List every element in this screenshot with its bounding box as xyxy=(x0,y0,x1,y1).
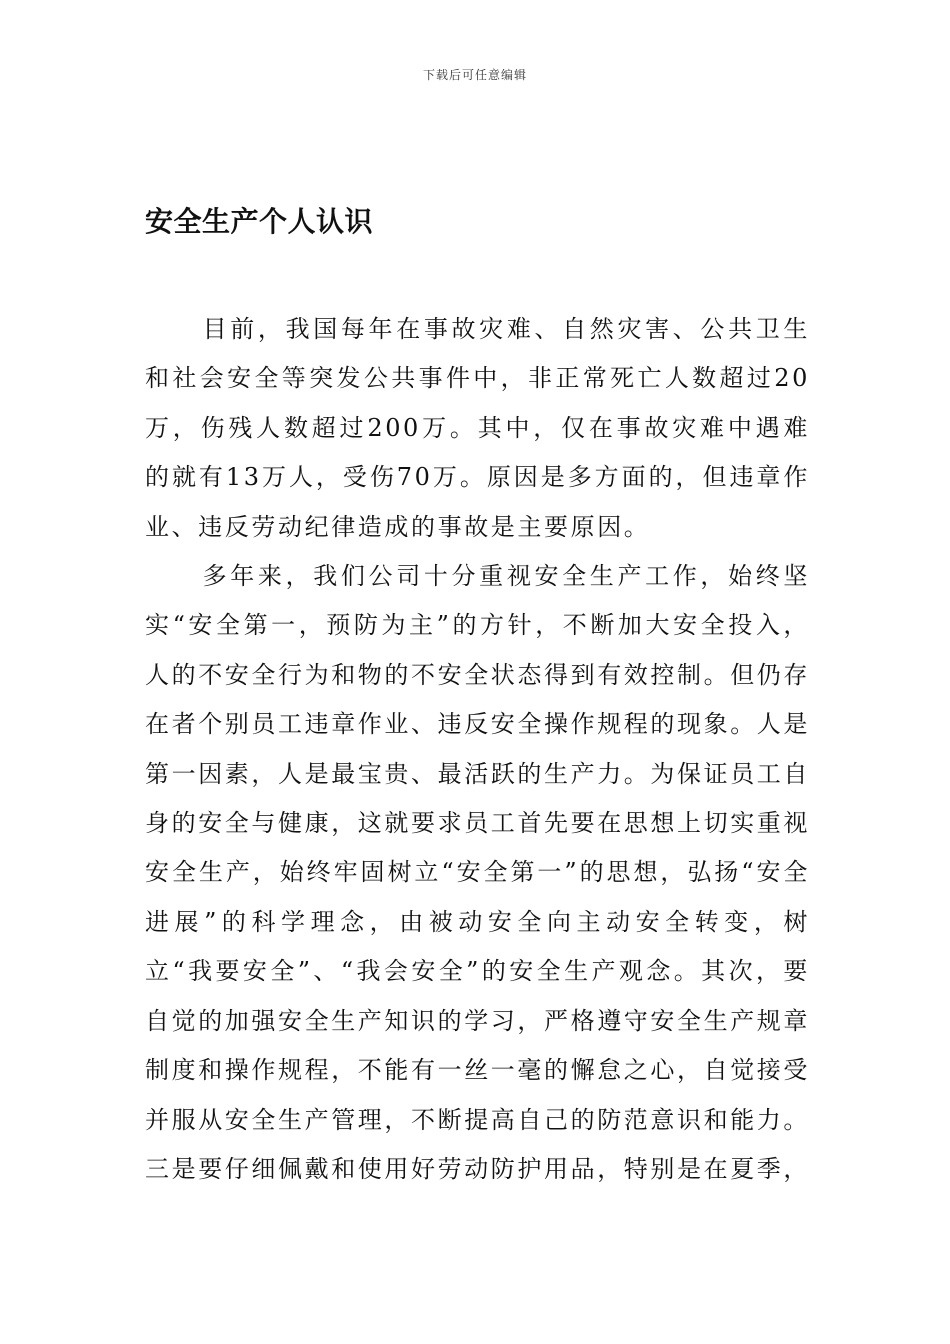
document-body xyxy=(145,305,810,1194)
body-paragraph-2: 多年来，我们公司十分重视安全生产工作，始终坚实“安全第一，预防为主”的方针，不断加大安全投入，人的不安全行为和物的不安全状态得到有效控制。但仍存在者个别员工违章作业、违反安全操作规程的现象。人是第一因素，人是最宝贵、最活跃的生产力。为保证员工自身的安全与健康，这就要求员工首先要在思想上切实重视安全生产，始终牢固树立“安全第一”的思想，弘扬“安全进展”的科学理念，由被动安全向主动安全转变，树立“我要安全”、“我会安全”的安全生产观念。其次，要自觉的加强安全生产知识的学习，严格遵守安全生产规章制度和操作规程，不能有一丝一毫的懈怠之心，自觉接受并服从安全生产管理，不断提高自己的防范意识和能力。三是要仔细佩戴和使用好劳动防护用品，特别是在夏季， xyxy=(145,562,810,1183)
document-title: 安全生产个人认识 xyxy=(145,205,374,238)
body-paragraph-1: 目前，我国每年在事故灾难、自然灾害、公共卫生和社会安全等突发公共事件中，非正常死亡人数超过20万，伤残人数超过200万。其中，仅在事故灾难中遇难的就有13万人，受伤70万。原因是多方面的，但违章作业、违反劳动纪律造成的事故是主要原因。 xyxy=(145,315,810,541)
page-header-note: 下载后可任意编辑 xyxy=(422,68,527,82)
